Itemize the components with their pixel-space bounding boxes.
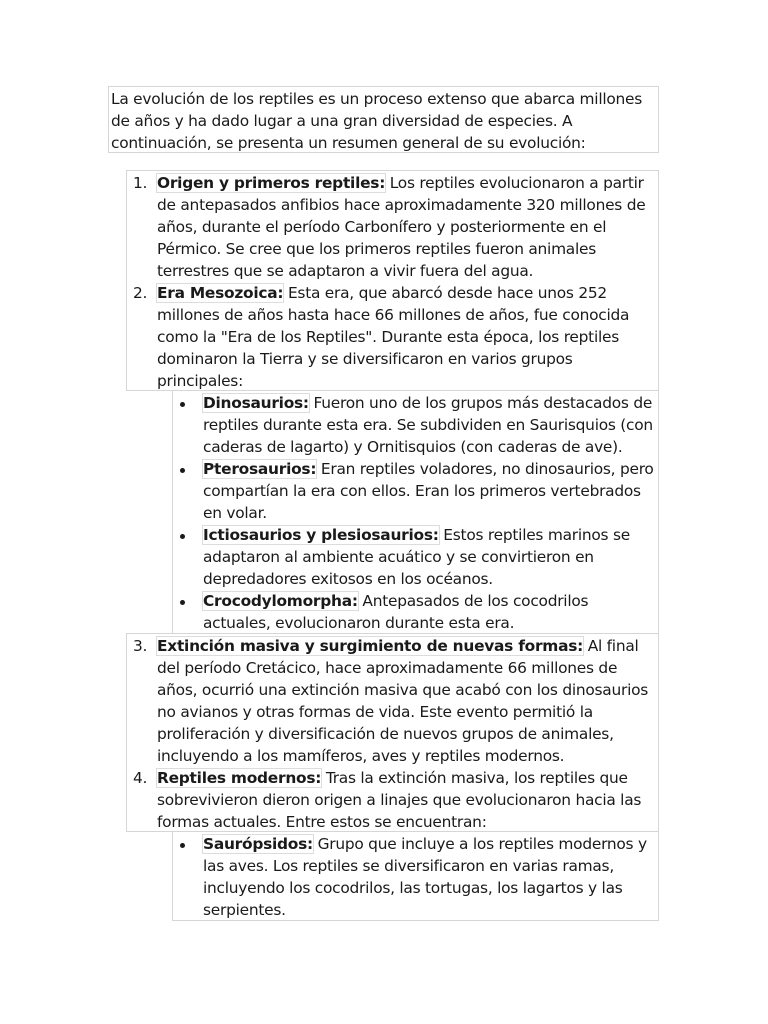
bullet-item-sauropsidos: [173, 833, 658, 921]
item-text: Eran reptiles voladores, no dinosaurios, pero compartían la era con ellos. Eran los primeros vertebrados en volar.: [203, 460, 654, 522]
list-number: 1.: [133, 174, 148, 192]
item-text: Antepasados de los cocodrilos actuales, evolucionaron durante esta era.: [203, 592, 589, 632]
bullet-list-modern-groups: [172, 831, 659, 921]
item-text: Al final del período Cretácico, hace aproximadamente 66 millones de años, ocurrió una extinción masiva que acabó con los dinosaurios no avianos y otras formas de vida. Este evento permitió la proliferación y diversificación de nuevos grupos de animales, incluyendo a los mamíferos, aves y reptiles modernos.: [157, 637, 649, 765]
bullet-icon: [180, 534, 185, 539]
item-term: Dinosaurios:: [203, 394, 309, 412]
list-number: 2.: [133, 284, 148, 302]
bullet-item-crocodylomorpha: [173, 590, 658, 634]
intro-text: La evolución de los reptiles es un proceso extenso que abarca millones de años y ha dado lugar a una gran diversidad de especies. A continuación, se presenta un resumen general de su evolución:: [111, 90, 643, 152]
item-text: Fueron uno de los grupos más destacados de reptiles durante esta era. Se subdividen en Saurisquios (con caderas de lagarto) y Ornitisquios (con caderas de ave).: [203, 394, 653, 456]
item-term: Crocodylomorpha:: [203, 592, 358, 610]
item-text: Grupo que incluye a los reptiles modernos y las aves. Los reptiles se diversificaron en varias ramas, incluyendo los cocodrilos, las tortugas, los lagartos y las serpientes.: [203, 835, 647, 919]
item-term: Pterosaurios:: [203, 460, 317, 478]
list-number: 3.: [133, 637, 148, 655]
list-number: 4.: [133, 769, 148, 787]
item-term: Ictiosaurios y plesiosaurios:: [203, 526, 439, 544]
item-text: Estos reptiles marinos se adaptaron al ambiente acuático y se convirtieron en depredadores exitosos en los océanos.: [203, 526, 630, 588]
item-text: Tras la extinción masiva, los reptiles que sobrevivieron dieron origen a linajes que evolucionaron hacia las formas actuales. Entre estos se encuentran:: [157, 769, 642, 831]
item-term: Extinción masiva y surgimiento de nuevas formas:: [157, 637, 584, 655]
bullet-item-dinosaurios: [173, 392, 658, 458]
item-text: Esta era, que abarcó desde hace unos 252 millones de años hasta hace 66 millones de años, fue conocida como la "Era de los Reptiles". Durante esta época, los reptiles dominaron la Tierra y se diversificaron en varios grupos principales:: [157, 284, 630, 390]
bullet-icon: [180, 402, 185, 407]
bullet-icon: [180, 843, 185, 848]
item-term: Era Mesozoica:: [157, 284, 284, 302]
bullet-item-pterosaurios: [173, 458, 658, 524]
item-text: Los reptiles evolucionaron a partir de antepasados anfibios hace aproximadamente 320 millones de años, durante el período Carbonífero y posteriormente en el Pérmico. Se cree que los primeros reptiles fueron animales terrestres que se adaptaron a vivir fuera del agua.: [157, 174, 646, 280]
item-term: Reptiles modernos:: [157, 769, 322, 787]
intro-paragraph: [108, 86, 659, 153]
bullet-icon: [180, 600, 185, 605]
list-item-reptiles-modernos: [127, 767, 658, 833]
bullet-list-mesozoic-groups: [172, 390, 659, 634]
item-term: Saurópsidos:: [203, 835, 313, 853]
list-item-origen: [127, 172, 658, 282]
item-term: Origen y primeros reptiles:: [157, 174, 386, 192]
bullet-icon: [180, 468, 185, 473]
bullet-item-ictiosaurios: [173, 524, 658, 590]
numbered-list-block-2: [126, 633, 659, 832]
numbered-list-block-1: [126, 170, 659, 391]
list-item-mesozoica: [127, 282, 658, 392]
list-item-extincion: [127, 635, 658, 767]
